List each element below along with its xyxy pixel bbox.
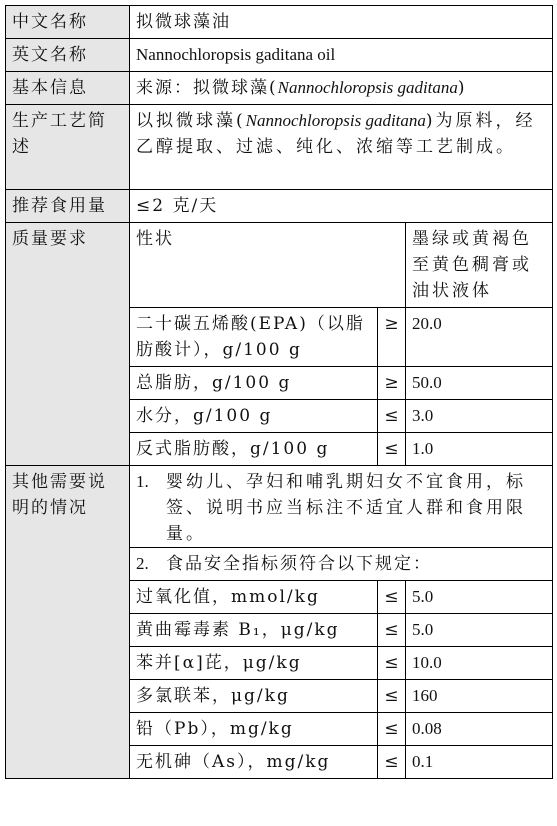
document-page [5,5,552,779]
row-dose [6,190,553,223]
quality-item-name: 水分，g/100 g [130,400,378,433]
row-appearance [6,223,553,308]
quality-item-name: 二十碳五烯酸(EPA)（以脂肪酸计），g/100 g [130,308,378,367]
row-en-name [6,39,553,72]
value-process [130,105,553,190]
label-cn-name: 中文名称 [6,6,130,39]
note-2-block [136,551,546,577]
quality-item-name: 总脂肪，g/100 g [130,367,378,400]
quality-item-cmp: ≤ [378,433,406,466]
label-en-name: 英文名称 [6,39,130,72]
label-process: 生产工艺简述 [6,105,130,190]
note-2-text: 食品安全指标须符合以下规定： [166,554,432,574]
safety-item-name: 苯并[α]芘，μg/kg [130,647,378,680]
safety-item-cmp: ≤ [378,581,406,614]
quality-item-value: 1.0 [406,433,553,466]
label-basic-info: 基本信息 [6,72,130,105]
note-1-number: 1. [136,472,149,491]
safety-item-name: 黄曲霉毒素 B₁，μg/kg [130,614,378,647]
safety-item-name: 过氧化值，mmol/kg [130,581,378,614]
safety-item-cmp: ≤ [378,614,406,647]
note-2 [130,548,553,581]
note-1-block [136,469,546,547]
label-dose: 推荐食用量 [6,190,130,223]
appearance-name: 性状 [130,223,406,308]
label-quality: 质量要求 [6,223,130,466]
quality-item-name: 反式脂肪酸，g/100 g [130,433,378,466]
safety-item-name: 铅（Pb），mg/kg [130,713,378,746]
note-2-number: 2. [136,554,149,573]
safety-item-cmp: ≤ [378,680,406,713]
quality-item-cmp: ≥ [378,308,406,367]
safety-item-cmp: ≤ [378,647,406,680]
row-process [6,105,553,190]
basic-latin: Nannochloropsis gaditana [277,78,458,97]
quality-item-value: 20.0 [406,308,553,367]
process-prefix: 以拟微球藻( [136,111,246,131]
safety-item-cmp: ≤ [378,746,406,779]
value-cn-name: 拟微球藻油 [130,6,553,39]
safety-item-value: 10.0 [406,647,553,680]
quality-item-value: 50.0 [406,367,553,400]
row-cn-name [6,6,553,39]
quality-item-cmp: ≤ [378,400,406,433]
value-basic-info [130,72,553,105]
spec-table [5,5,553,779]
row-basic-info [6,72,553,105]
note-1-text: 婴幼儿、孕妇和哺乳期妇女不宜食用，标签、说明书应当标注不适宜人群和食用限量。 [166,472,526,544]
safety-item-value: 5.0 [406,614,553,647]
process-suffix: )为原料，经乙醇提取、过滤、纯化、浓缩等工艺制成。 [136,111,536,157]
appearance-value: 墨绿或黄褐色至黄色稠膏或油状液体 [406,223,553,308]
safety-item-name: 多氯联苯，μg/kg [130,680,378,713]
row-other-notes [6,466,553,548]
safety-item-value: 0.1 [406,746,553,779]
note-1 [130,466,553,548]
basic-suffix: ) [457,78,467,98]
value-en-name: Nannochloropsis gaditana oil [130,39,553,72]
value-dose: ≤2 克/天 [130,190,553,223]
quality-item-value: 3.0 [406,400,553,433]
label-other: 其他需要说明的情况 [6,466,130,779]
basic-prefix: 来源：拟微球藻( [136,78,278,98]
safety-item-value: 5.0 [406,581,553,614]
safety-item-value: 160 [406,680,553,713]
safety-item-cmp: ≤ [378,713,406,746]
safety-item-value: 0.08 [406,713,553,746]
process-latin: Nannochloropsis gaditana [245,111,426,130]
quality-item-cmp: ≥ [378,367,406,400]
safety-item-name: 无机砷（As），mg/kg [130,746,378,779]
